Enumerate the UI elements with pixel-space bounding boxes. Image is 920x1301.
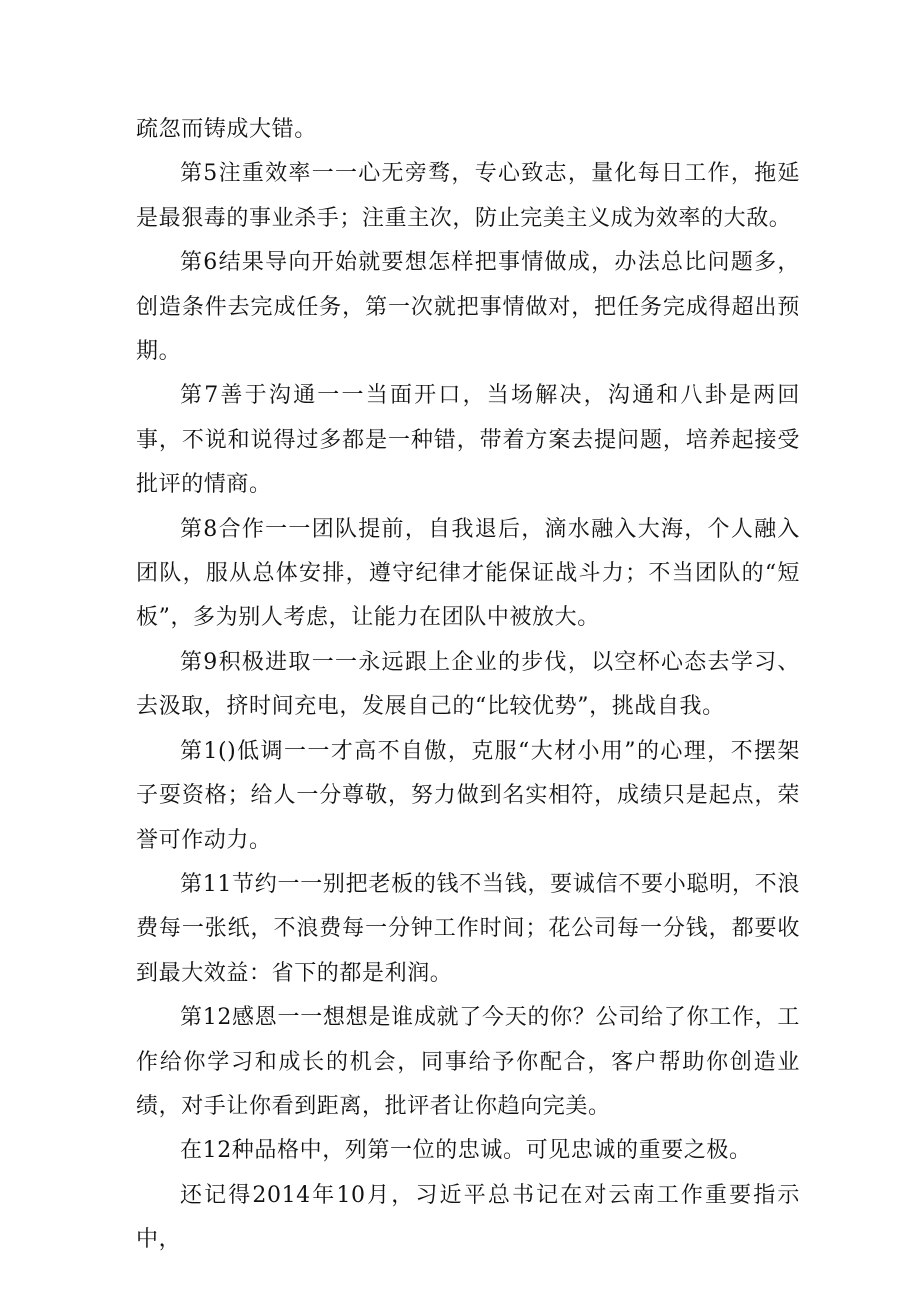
paragraph-quality-7-communication: 第7善于沟通一一当面开口，当场解决，沟通和八卦是两回事，不说和说得过多都是一种错，带着方案去提问题，培养起接受批评的情商。 (136, 383, 800, 498)
paragraph-quality-5-efficiency: 第5注重效率一一心无旁骛，专心致志，量化每日工作，拖延是最狠毒的事业杀手；注重主次，防止完美主义成为效率的大敌。 (136, 161, 800, 231)
paragraph-quality-10-humility: 第1()低调一一才高不自傲，克服“大材小用”的心理，不摆架子耍资格；给人一分尊敬，努力做到名实相符，成绩只是起点，荣誉可作动力。 (136, 738, 800, 853)
paragraph-loyalty-summary: 在12种品格中，列第一位的忠诚。可见忠诚的重要之极。 (180, 1138, 752, 1164)
paragraph-quality-9-progress: 第9积极进取一一永远跟上企业的步伐，以空杯心态去学习、去汲取，挤时间充电，发展自己的“比较优势”，挑战自我。 (136, 649, 800, 720)
paragraph-quality-8-cooperation: 第8合作一一团队提前，自我退后，滴水融入大海，个人融入团队，服从总体安排，遵守纪律才能保证战斗力；不当团队的“短板”，多为别人考虑，让能力在团队中被放大。 (136, 516, 800, 631)
paragraph-quality-12-gratitude: 第12感恩一一想想是谁成就了今天的你？公司给了你工作，工作给你学习和成长的机会，同事给予你配合，客户帮助你创造业绩，对手让你看到距离，批评者让你趋向完美。 (136, 1005, 800, 1119)
paragraph-continuation: 疏忽而铸成大错。 (136, 117, 317, 142)
paragraph-quality-6-results: 第6结果导向开始就要想怎样把事情做成，办法总比问题多，创造条件去完成任务，第一次就把事情做对，把任务完成得超出预期。 (136, 250, 800, 365)
paragraph-quality-11-thrift: 第11节约一一别把老板的钱不当钱，要诚信不要小聪明，不浪费每一张纸，不浪费每一分钟工作时间；花公司每一分钱，都要收到最大效益：省下的都是利润。 (136, 871, 800, 986)
paragraph-recollection: 还记得2014年10月，习近平总书记在对云南工作重要指示中， (136, 1182, 800, 1253)
document-body (136, 108, 800, 1263)
